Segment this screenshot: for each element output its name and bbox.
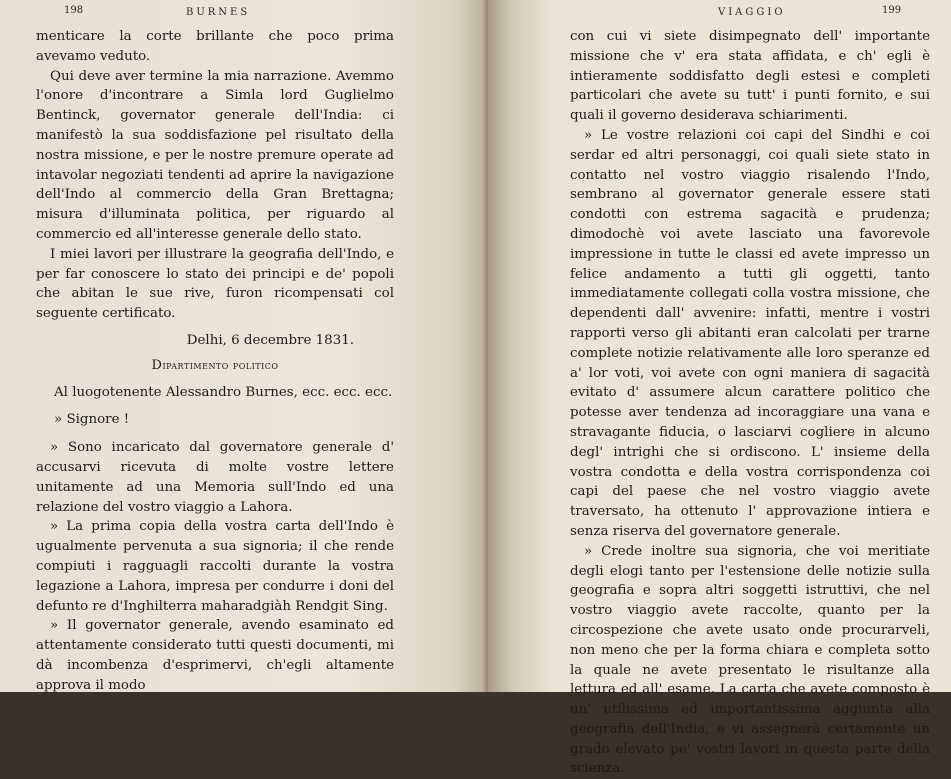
left-page-text [36, 27, 394, 696]
left-page [0, 0, 488, 692]
paragraph: con cui vi siete disimpegnato dell' importante missione che v' era stata affidata, e ch' egli è intieramente soddisfatto degli estesi e completi particolari che avete su tutt' i punti fornito, e sui quali il governo desiderava schiarimenti. [570, 29, 930, 124]
right-page-text [570, 27, 930, 779]
paragraph: Qui deve aver termine la mia narrazione. Avemmo l'onore d'incontrare a Simla lord Guglielmo Bentinck, governator generale dell'India: ci manifestò la sua soddisfazione pel risultato della nostra missione, e per le nostre premure operate ad intavolar negoziati tendenti ad aprire la navigazione dell'Indo al commercio della Gran Brettagna; misura d'illuminata politica, per riguardo al commercio ed all'interesse generale dello stato. [36, 68, 394, 242]
letter-date: Delhi, 6 decembre 1831. [186, 332, 354, 348]
letter-paragraph: » Sono incaricato dal governatore generale d' accusarvi ricevuta di molte vostre lettere unitamente ad una Memoria sull'Indo ed una relazione del vostro viaggio a Lahora. [36, 440, 394, 515]
letter-addressee: Al luogotenente Alessandro Burnes, ecc. ecc. ecc. [54, 384, 393, 400]
right-running-head: VIAGGIO [718, 7, 786, 18]
letter-paragraph: » Il governator generale, avendo esaminato ed attentamente considerato tutti questi documenti, mi dà incombenza d'esprimervi, ch'egli altamente approva il modo [36, 618, 394, 693]
department-heading: Dipartimento politico [151, 357, 279, 373]
right-page [488, 0, 951, 777]
letter-salutation: » Signore ! [54, 412, 130, 428]
left-running-head: BURNES [186, 7, 251, 18]
paragraph: I miei lavori per illustrare la geografia dell'Indo, e per far conoscere lo stato dei principi e de' popoli che abitan le sue rive, furon ricompensati col seguente certificato. [36, 246, 394, 322]
left-page-number: 198 [64, 5, 84, 16]
paragraph: menticare la corte brillante che poco prima avevamo veduto. [36, 29, 394, 64]
letter-paragraph: » La prima copia della vostra carta dell'Indo è ugualmente pervenuta a sua signoria; il che rende compiuti i ragguagli raccolti durante la vostra legazione a Lahora, impresa per condurre i doni del defunto re d'Inghilterra maharadgiàh Rendgit Sing. [36, 519, 394, 614]
paragraph: » Crede inoltre sua signoria, che voi meritiate degli elogi tanto per l'estensione delle notizie sulla geografia e sopra altri soggetti istruttivi, che nel vostro viaggio avete raccolte, quanto per la circospezione che avete usato onde procurarveli, non meno che per la forma chiara e completa sotto la quale ne avete presentato le risultanze alla lettura ed all' esame. La carta che avete composto è un' utilissima ed importantissima aggiunta alla geografia dell'India, e vi assegnerà certamente un grado elevato pe' vostri lavori in questa parte della scienza. [570, 543, 930, 777]
paragraph: » Le vostre relazioni coi capi del Sindhi e coi serdar ed altri personaggi, coi quali siete stato in contatto nel vostro viaggio risalendo l'Indo, sembrano al governator generale essere stati condotti con estrema sagacità e prudenza; dimodochè voi avete lasciato una favorevole impressione in tutte le classi ed avete impresso un felice andamento a tutti gli oggetti, tanto immediatamente collegati colla vostra missione, che dependenti dall' avvenire: infatti, mentre i vostri rapporti verso gli abitanti eran calcolati per trarne complete notizie relativamente alle loro speranze ed a' lor voti, voi avete con ogni maniera di sagacità evitato d' assumere alcun carattere politico che potesse aver tendenza ad incoraggiare una vana e stravagante fiducia, o lasciarvi cogliere in alcuno degl' intrighi che si ordiscono. L' insieme della vostra condotta e della vostra corrispondenza coi capi del paese che nel vostro viaggio avete traversato, ha ottenuto l' approvazione intiera e senza riserva del governatore generale. [570, 127, 930, 539]
right-page-number: 199 [882, 5, 902, 16]
